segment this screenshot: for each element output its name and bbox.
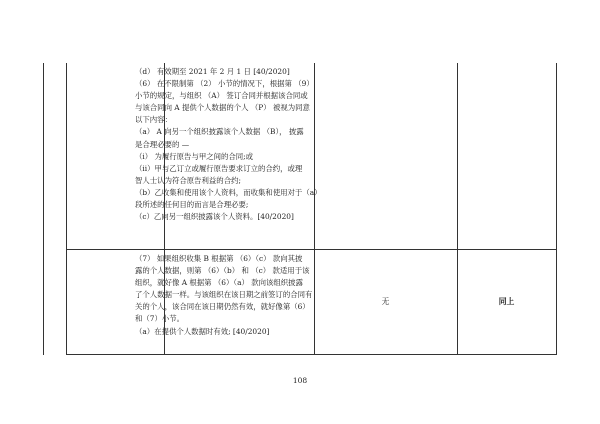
text-line: 智人士认为符合原告利益的合约; [135,175,241,185]
text-line: 段所述的任何目的而言是合理必要; [135,200,249,210]
table-border-right [556,63,557,355]
text-line: （7） 如果组织收集 B 根据第 （6）（c） 款向其披 [135,254,303,263]
page-number: 108 [292,376,308,385]
text-line: 是合理必要的 — [135,139,190,149]
table-border-bottom [66,354,556,355]
text-line: （a）在提供个人数据时有效; [40/2020] [135,326,270,336]
text-line: 了个人数据一样。与该组织在该日期之前签订的合同有 [135,290,313,300]
text-line: 小节的规定，与组织 （A） 签订合同并根据该合同或 [135,91,308,101]
text-line: 组织，就好像 A 根据第 （6）（a） 款向该组织披露 [135,278,303,288]
text-line: （a） A 向另一个组织披露该个人数据 （B）， 披露 [135,127,304,137]
row2-provision-text [135,253,325,338]
regulation-table [43,63,557,355]
table-border-left [43,63,44,355]
row1-provision-text [135,66,325,223]
text-line: （b）乙收集和使用该个人资料，而收集和使用对于（a） [135,187,322,197]
row-divider [66,249,556,250]
text-line: 以下内容： [135,115,172,125]
text-line: （d） 有效期至 2021 年 2 月 1 日 [40/2020] [135,67,290,76]
row2-col3-cell: 无 [381,297,390,306]
row2-col4-cell: 同上 [498,297,515,306]
text-line: （c）乙向另一组织披露该个人资料。[40/2020] [135,212,294,222]
text-line: 和（7）小节。 [135,314,185,324]
text-line: （i） 为履行原告与甲之间的合同;或 [135,151,254,161]
column-divider [457,63,458,355]
text-line: 关的个人，该合同在该日期仍然有效，就好像第（6） [135,302,310,312]
text-line: 与该合同向 A 提供个人数据的个人 （P） 被视为同意 [135,103,310,113]
text-line: 露的个人数据，则第 （6）（b） 和 （c） 款适用于该 [135,266,310,276]
column-divider [66,63,67,355]
text-line: （6） 在不限制第 （2） 小节的情况下，根据第 （9） [135,79,314,89]
text-line: （ii）甲与乙订立或履行原告要求订立的合约，或理 [135,163,303,173]
